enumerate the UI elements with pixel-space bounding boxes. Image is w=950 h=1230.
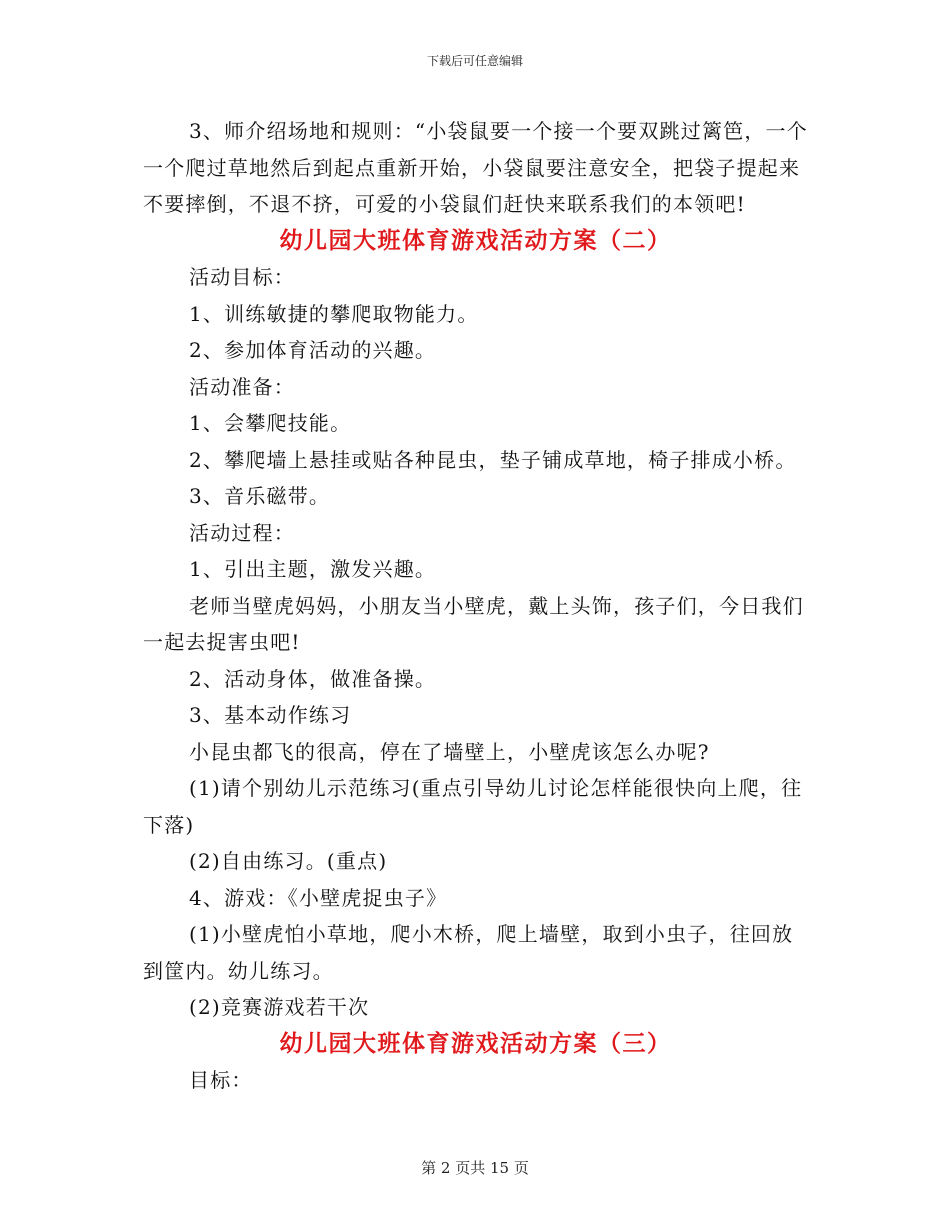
body-paragraph: 活动目标：	[189, 265, 295, 289]
body-paragraph: 1、会攀爬技能。	[189, 411, 352, 435]
body-paragraph: (2)竞赛游戏若干次	[189, 995, 370, 1019]
body-paragraph: (1)小壁虎怕小草地，爬小木桥，爬上墙壁，取到小虫子，往回放到筐内。幼儿练习。	[143, 922, 794, 983]
body-paragraph: 3、音乐磁带。	[189, 484, 331, 508]
page-header-note: 下载后可任意编辑	[426, 54, 523, 68]
body-paragraph: 活动准备：	[189, 374, 295, 399]
body-paragraph: 3、师介绍场地和规则：“小袋鼠要一个接一个要双跳过篱笆，一个一个爬过草地然后到起点重新开始，小袋鼠要注意安全，把袋子提起来不要摔倒，不退不挤，可爱的小袋鼠们赶快来联系我们的本领吧!	[143, 119, 808, 216]
body-paragraph: 2、攀爬墙上悬挂或贴各种昆虫，垫子铺成草地，椅子排成小桥。	[189, 447, 797, 472]
section-heading: 幼儿园大班体育游戏活动方案（二）	[279, 226, 672, 254]
body-paragraph: 1、训练敏捷的攀爬取物能力。	[189, 301, 479, 326]
section-heading: 幼儿园大班体育游戏活动方案（三）	[279, 1029, 672, 1057]
body-paragraph: 小昆虫都飞的很高，停在了墙壁上，小壁虎该怎么办呢?	[189, 739, 710, 764]
body-paragraph: 1、引出主题，激发兴趣。	[189, 557, 437, 581]
body-paragraph: 目标：	[189, 1068, 253, 1092]
body-paragraph: 4、游戏：《小壁虎捉虫子》	[189, 885, 448, 910]
body-paragraph: 老师当壁虎妈妈，小朋友当小壁虎，戴上头饰，孩子们，今日我们一起去捉害虫吧!	[143, 593, 804, 654]
body-paragraph: (1)请个别幼儿示范练习(重点引导幼儿讨论怎样能很快向上爬，往下落)	[143, 776, 803, 837]
body-paragraph: 活动过程：	[189, 520, 295, 545]
body-paragraph: 2、参加体育活动的兴趣。	[189, 338, 437, 362]
body-paragraph: 2、活动身体，做准备操。	[189, 666, 437, 691]
document-body	[143, 113, 808, 1099]
page-number-label: 第 2 页共 15 页	[421, 1159, 529, 1177]
body-paragraph: (2)自由练习。(重点)	[189, 849, 388, 873]
body-paragraph: 3、基本动作练习	[189, 703, 352, 727]
